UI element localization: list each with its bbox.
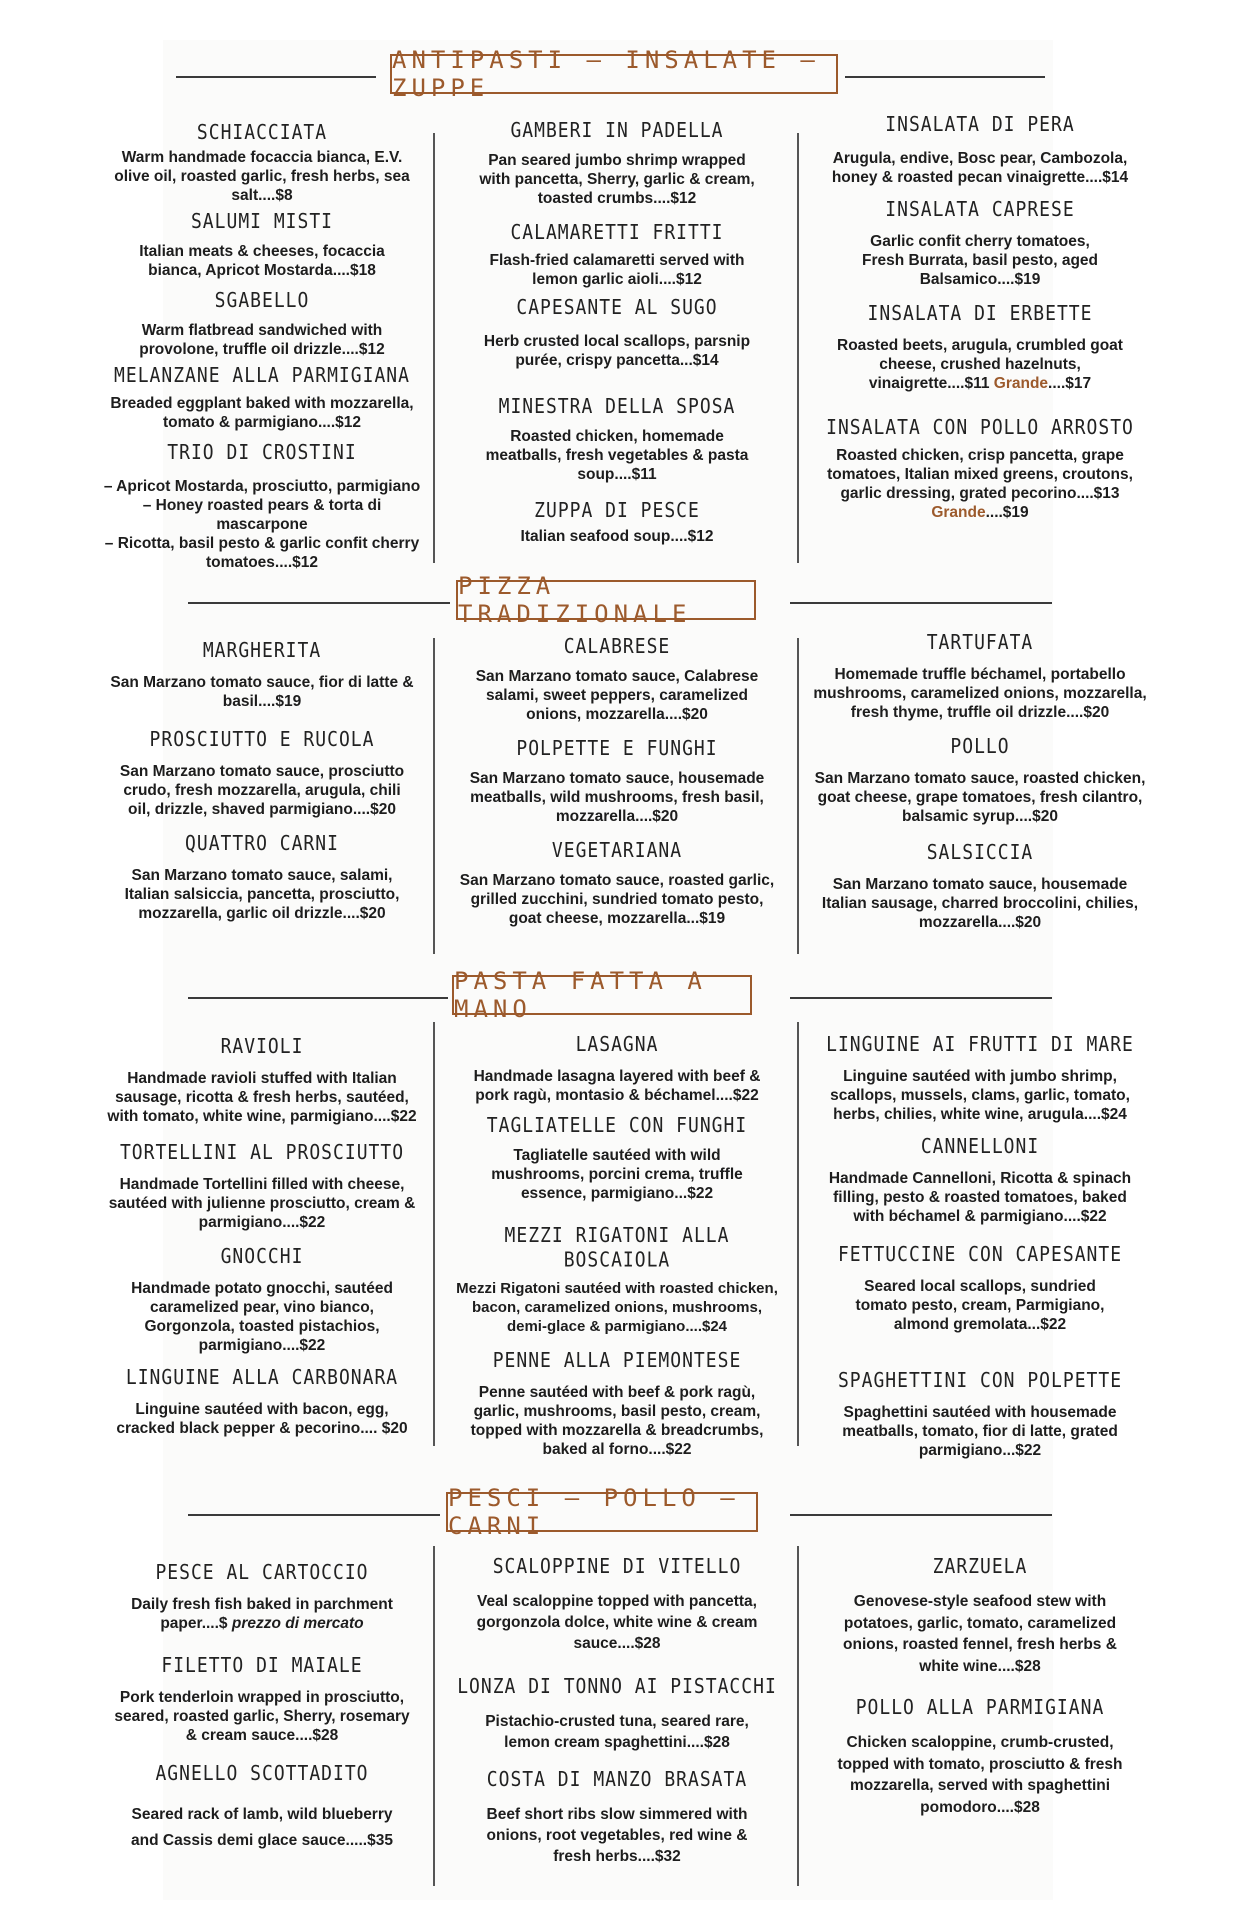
item-description: Pistachio-crusted tuna, seared rare, lemon cream spaghettini....$28 <box>485 1713 749 1751</box>
menu-column <box>102 1036 422 1438</box>
item-name: LONZA DI TONNO AI PISTACCHI <box>457 1674 777 1699</box>
desc-line: – Apricot Mostarda, prosciutto, parmigiano <box>103 478 421 495</box>
item-description: San Marzano tomato sauce, fior di latte & basil....$19 <box>110 674 414 710</box>
item-description: Italian meats & cheeses, focaccia bianca, Apricot Mostarda....$18 <box>139 243 385 279</box>
section-banner-pizza <box>0 572 1243 628</box>
menu-item <box>452 1769 782 1867</box>
item-name: QUATTRO CARNI <box>185 831 339 856</box>
menu-item <box>102 1367 422 1438</box>
menu-item <box>102 290 422 359</box>
item-description: Chicken scaloppine, crumb-crusted, topped with tomato, prosciutto & fresh mozzarella, served with spaghettini pomodoro....$28 <box>837 1734 1123 1816</box>
column-divider <box>797 1546 799 1886</box>
section-title: PESCI – POLLO – CARNI <box>446 1492 758 1532</box>
item-name: CALAMARETTI FRITTI <box>510 220 724 245</box>
menu-item <box>452 1350 782 1459</box>
banner-rule-left <box>188 602 450 604</box>
menu-column <box>810 114 1150 522</box>
menu-item <box>452 636 782 724</box>
menu-item <box>102 1763 422 1854</box>
item-name: LINGUINE ALLA CARBONARA <box>125 1365 399 1390</box>
item-name: TORTELLINI AL PROSCIUTTO <box>119 1140 405 1165</box>
menu-item <box>452 120 782 208</box>
item-description <box>102 477 422 572</box>
item-name: MARGHERITA <box>202 638 322 663</box>
item-description: Warm flatbread sandwiched with provolone, truffle oil drizzle....$12 <box>139 322 385 358</box>
item-name: AGNELLO SCOTTADITO <box>155 1761 369 1786</box>
banner-rule-right <box>845 76 1045 78</box>
section-title: ANTIPASTI – INSALATE – ZUPPE <box>390 54 838 94</box>
menu-column <box>102 640 422 923</box>
item-name: MEZZI RIGATONI ALLA BOSCAIOLA <box>504 1223 730 1273</box>
desc-text: Roasted beets, arugula, crumbled goat cheese, crushed hazelnuts, vinaigrette....$11 <box>837 337 1123 392</box>
column-divider <box>433 638 435 954</box>
menu-item <box>452 1034 782 1105</box>
item-name: MELANZANE ALLA PARMIGIANA <box>114 363 410 388</box>
column-divider <box>797 133 799 563</box>
menu-item <box>102 365 422 432</box>
menu-item <box>102 122 422 205</box>
item-name: CALABRESE <box>563 634 671 659</box>
item-description: San Marzano tomato sauce, housemade Italian sausage, charred broccolini, chilies, mozzarella....$20 <box>821 876 1139 931</box>
item-name: INSALATA CON POLLO ARROSTO <box>826 415 1134 440</box>
menu-item <box>452 396 782 484</box>
item-name: CANNELLONI <box>920 1134 1040 1159</box>
menu-item <box>102 1562 422 1633</box>
item-description: San Marzano tomato sauce, Calabrese salami, sweet peppers, caramelized onions, mozzarella....$20 <box>475 668 759 723</box>
menu-column <box>452 1556 782 1867</box>
grande-label: Grande <box>931 504 986 521</box>
menu-column <box>810 1556 1150 1818</box>
menu-item <box>452 1223 782 1336</box>
item-description: San Marzano tomato sauce, roasted garlic, grilled zucchini, sundried tomato pesto, goat cheese, mozzarella...$19 <box>459 872 775 927</box>
desc-text: Daily fresh fish baked in parchment paper....$ <box>131 1596 393 1632</box>
menu-item <box>810 1697 1150 1818</box>
menu-item <box>102 640 422 711</box>
item-description: Flash-fried calamaretti served with lemon garlic aioli....$12 <box>489 252 745 288</box>
menu-item <box>810 114 1150 187</box>
item-name: FILETTO DI MAIALE <box>161 1653 363 1678</box>
item-name: GAMBERI IN PADELLA <box>510 118 724 143</box>
item-description: Handmade ravioli stuffed with Italian sausage, ricotta & fresh herbs, sautéed, with tomato, white wine, parmigiano....$22 <box>107 1070 417 1125</box>
menu-item <box>102 442 422 572</box>
item-description: Italian seafood soup....$12 <box>520 528 714 545</box>
item-name: TRIO DI CROSTINI <box>167 440 357 465</box>
menu-item <box>452 500 782 546</box>
menu-column <box>102 1562 422 1854</box>
item-description: Seared local scallops, sundried tomato pesto, cream, Parmigiano, almond gremolata...$22 <box>855 1278 1105 1333</box>
menu-item <box>452 1676 782 1753</box>
item-description <box>810 446 1150 522</box>
item-description: Beef short ribs slow simmered with onions, root vegetables, red wine & fresh herbs....$32 <box>486 1806 748 1865</box>
item-name: SPAGHETTINI CON POLPETTE <box>837 1368 1123 1393</box>
item-description: Penne sautéed with beef & pork ragù, garlic, mushrooms, basil pesto, cream, topped with mozzarella & breadcrumbs, baked al forno....$22 <box>470 1384 764 1458</box>
item-name: PROSCIUTTO E RUCOLA <box>149 727 375 752</box>
menu-item <box>810 199 1150 289</box>
banner-rule-left <box>176 76 376 78</box>
item-name: FETTUCCINE CON CAPESANTE <box>837 1242 1123 1267</box>
item-name: SCALOPPINE DI VITELLO <box>492 1554 742 1579</box>
grande-label: Grande <box>993 375 1049 392</box>
item-name: INSALATA DI ERBETTE <box>867 301 1093 326</box>
menu-column <box>452 120 782 546</box>
item-name: TAGLIATELLE CON FUNGHI <box>486 1113 748 1138</box>
item-description: Roasted chicken, homemade meatballs, fresh vegetables & pasta soup....$11 <box>485 428 749 483</box>
menu-item <box>102 211 422 280</box>
menu-column <box>452 1034 782 1459</box>
item-description: San Marzano tomato sauce, salami, Italian salsiccia, pancetta, prosciutto, mozzarella, garlic oil drizzle....$20 <box>124 867 400 922</box>
menu-item <box>810 736 1150 826</box>
menu-item <box>452 1115 782 1203</box>
item-name: COSTA DI MANZO BRASATA <box>486 1767 748 1792</box>
banner-rule-left <box>188 1514 440 1516</box>
item-description <box>102 1595 422 1633</box>
grande-price: ....$17 <box>1048 375 1092 392</box>
item-name: TARTUFATA <box>926 630 1034 655</box>
menu-item <box>102 729 422 819</box>
item-description: Homemade truffle béchamel, portabello mushrooms, caramelized onions, mozzarella, fresh thyme, truffle oil drizzle....$20 <box>813 666 1147 721</box>
item-name: SALUMI MISTI <box>190 209 334 234</box>
item-name: MINESTRA DELLA SPOSA <box>498 394 736 419</box>
item-description: Seared rack of lamb, wild blueberry and Cassis demi glace sauce.....$35 <box>131 1806 393 1849</box>
desc-text: Roasted chicken, crisp pancetta, grape tomatoes, Italian mixed greens, croutons, garlic dressing, grated pecorino....$13 <box>827 447 1133 502</box>
banner-rule-right <box>790 602 1052 604</box>
item-name: POLLO ALLA PARMIGIANA <box>855 1695 1105 1720</box>
menu-item <box>810 1556 1150 1677</box>
item-description: Handmade lasagna layered with beef & pork ragù, montasio & béchamel....$22 <box>473 1068 761 1104</box>
item-description: Linguine sautéed with jumbo shrimp, scallops, mussels, clams, garlic, tomato, herbs, chilies, white wine, arugula....$24 <box>830 1068 1130 1123</box>
section-banner-pesci <box>0 1484 1243 1540</box>
grande-price: ....$19 <box>985 504 1029 521</box>
item-description: Tagliatelle sautéed with wild mushrooms, porcini crema, truffle essence, parmigiano...$22 <box>491 1147 743 1202</box>
item-name: SCHIACCIATA <box>196 120 328 145</box>
menu-item <box>102 1142 422 1232</box>
market-price-note: prezzo di mercato <box>227 1615 364 1632</box>
menu-column <box>810 632 1150 932</box>
item-description: Linguine sautéed with bacon, egg, cracked black pepper & pecorino.... $20 <box>116 1401 408 1437</box>
item-name: ZUPPA DI PESCE <box>534 498 700 523</box>
item-description: San Marzano tomato sauce, prosciutto crudo, fresh mozzarella, arugula, chili oil, drizzle, shaved parmigiano....$20 <box>119 763 405 818</box>
item-description: Mezzi Rigatoni sautéed with roasted chicken, bacon, caramelized onions, mushrooms, demi-glace & parmigiano....$24 <box>456 1280 778 1335</box>
item-name: VEGETARIANA <box>551 838 683 863</box>
item-description: Arugula, endive, Bosc pear, Cambozola, honey & roasted pecan vinaigrette....$14 <box>831 150 1129 186</box>
item-name: POLPETTE E FUNGHI <box>516 736 718 761</box>
menu-item <box>810 1034 1150 1124</box>
item-name: POLLO <box>950 734 1010 759</box>
section-banner-pasta <box>0 967 1243 1023</box>
item-description: Spaghettini sautéed with housemade meatballs, tomato, fior di latte, grated parmigiano...$22 <box>842 1404 1118 1459</box>
menu-item <box>452 1556 782 1654</box>
menu-item <box>810 1136 1150 1226</box>
menu-item <box>452 297 782 370</box>
menu-item <box>810 1244 1150 1334</box>
item-description: Garlic confit cherry tomatoes, Fresh Burrata, basil pesto, aged Balsamico....$19 <box>861 233 1098 288</box>
banner-rule-right <box>790 1514 1052 1516</box>
menu-column <box>810 1034 1150 1460</box>
item-description: San Marzano tomato sauce, housemade meatballs, wild mushrooms, fresh basil, mozzarella....$20 <box>469 770 765 825</box>
item-description <box>810 336 1150 393</box>
menu-column <box>452 636 782 928</box>
menu-item <box>810 417 1150 522</box>
item-name: INSALATA CAPRESE <box>885 197 1075 222</box>
item-name: INSALATA DI PERA <box>885 112 1075 137</box>
column-divider <box>433 1022 435 1446</box>
menu-item <box>452 222 782 289</box>
item-description: Handmade Tortellini filled with cheese, sautéed with julienne prosciutto, cream & parmigiano....$22 <box>108 1176 416 1231</box>
desc-line: – Ricotta, basil pesto & garlic confit cherry tomatoes....$12 <box>104 535 420 571</box>
item-description: Handmade Cannelloni, Ricotta & spinach filling, pesto & roasted tomatoes, baked with béchamel & parmigiano....$22 <box>828 1170 1132 1225</box>
item-name: LASAGNA <box>575 1032 659 1057</box>
item-name: GNOCCHI <box>220 1244 304 1269</box>
column-divider <box>797 1022 799 1446</box>
item-name: SGABELLO <box>214 288 310 313</box>
item-description: Veal scaloppine topped with pancetta, gorgonzola dolce, white wine & cream sauce....$28 <box>476 1593 758 1652</box>
menu-item <box>102 1036 422 1126</box>
item-name: RAVIOLI <box>220 1034 304 1059</box>
section-title: PASTA FATTA A MANO <box>452 975 752 1015</box>
menu-item <box>810 1370 1150 1460</box>
menu-item <box>810 632 1150 722</box>
item-description: San Marzano tomato sauce, roasted chicken, goat cheese, grape tomatoes, fresh cilantro, balsamic syrup....$20 <box>814 770 1146 825</box>
item-description: Handmade potato gnocchi, sautéed caramelized pear, vino bianco, Gorgonzola, toasted pistachios, parmigiano....$22 <box>131 1280 393 1354</box>
item-description: Pork tenderloin wrapped in prosciutto, seared, roasted garlic, Sherry, rosemary & cream sauce....$28 <box>114 1689 410 1744</box>
item-name: ZARZUELA <box>932 1554 1028 1579</box>
section-title: PIZZA TRADIZIONALE <box>456 580 756 620</box>
menu-item <box>102 1655 422 1745</box>
banner-rule-left <box>188 997 448 999</box>
column-divider <box>433 133 435 563</box>
item-description: Herb crusted local scallops, parsnip purée, crispy pancetta...$14 <box>483 333 751 369</box>
item-description: Warm handmade focaccia bianca, E.V. olive oil, roasted garlic, fresh herbs, sea salt....$8 <box>114 149 410 204</box>
section-banner-antipasti <box>0 46 1243 102</box>
item-name: SALSICCIA <box>926 840 1034 865</box>
column-divider <box>797 638 799 954</box>
banner-rule-right <box>790 997 1052 999</box>
item-name: PENNE ALLA PIEMONTESE <box>492 1348 742 1373</box>
column-divider <box>433 1546 435 1886</box>
item-name: PESCE AL CARTOCCIO <box>155 1560 369 1585</box>
menu-item <box>102 833 422 923</box>
desc-line: – Honey roasted pears & torta di mascarpone <box>142 497 382 533</box>
menu-item <box>102 1246 422 1355</box>
menu-item <box>810 842 1150 932</box>
item-name: LINGUINE AI FRUTTI DI MARE <box>826 1032 1134 1057</box>
menu-column <box>102 122 422 572</box>
item-description: Breaded eggplant baked with mozzarella, tomato & parmigiano....$12 <box>110 395 414 431</box>
item-name: CAPESANTE AL SUGO <box>516 295 718 320</box>
menu-item <box>452 840 782 928</box>
menu-item <box>810 303 1150 393</box>
item-description: Genovese-style seafood stew with potatoes, garlic, tomato, caramelized onions, roasted fennel, fresh herbs & white wine....$28 <box>843 1593 1117 1675</box>
item-description: Pan seared jumbo shrimp wrapped with pancetta, Sherry, garlic & cream, toasted crumbs....$12 <box>479 152 755 207</box>
menu-item <box>452 738 782 826</box>
